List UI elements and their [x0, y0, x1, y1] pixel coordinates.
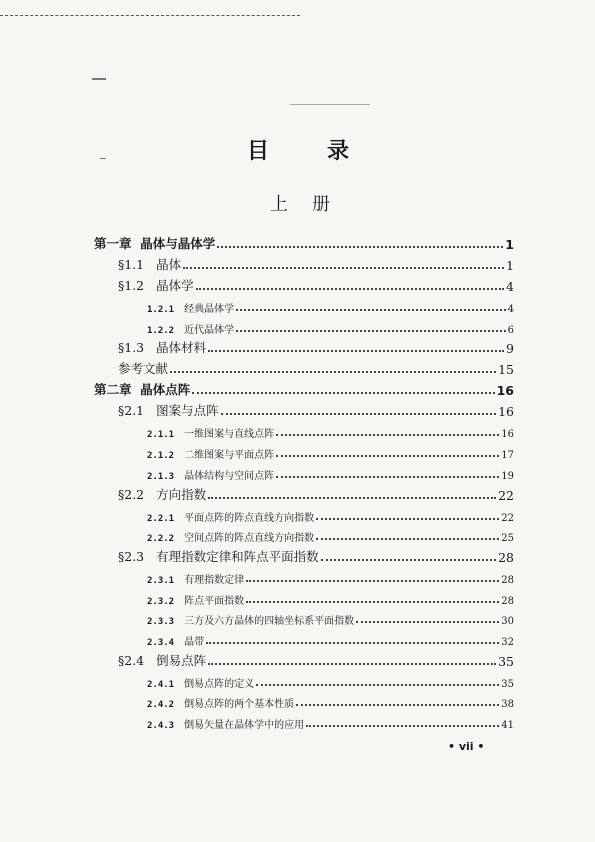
toc-entry[interactable]: [118, 649, 514, 669]
toc-entry[interactable]: [147, 504, 514, 524]
toc-leader-dots: [217, 245, 503, 248]
scan-speck: [92, 78, 106, 80]
toc-entry-title: [147, 321, 234, 336]
toc-entry-title: [94, 380, 190, 398]
toc-entry-number: 第一章: [94, 236, 132, 251]
toc-entry-number: §1.3: [118, 340, 145, 356]
toc-leader-dots: [256, 683, 499, 686]
toc-entry-page: 41: [501, 720, 514, 732]
toc-leader-dots: [316, 517, 499, 520]
toc-entry-title: [118, 651, 206, 669]
toc-leader-dots: [276, 433, 499, 436]
toc-leader-dots: [183, 266, 504, 269]
toc-entry[interactable]: [147, 690, 514, 710]
toc-entry[interactable]: [118, 336, 514, 356]
toc-leader-dots: [196, 287, 504, 290]
toc-entry-text: 图案与点阵: [156, 403, 219, 419]
toc-entry[interactable]: [147, 607, 514, 627]
toc-entry-text: 倒易点阵的定义: [184, 678, 255, 690]
toc-entry-number: 2.4.2: [147, 700, 175, 711]
toc-entry-title: [118, 401, 219, 419]
toc-entry-number: 2.2.2: [147, 534, 175, 545]
toc-leader-dots: [208, 496, 496, 499]
toc-entry[interactable]: [94, 232, 514, 252]
toc-entry-page: 16: [496, 383, 514, 399]
toc-entry-title: [118, 485, 206, 503]
toc-leader-dots: [356, 620, 499, 623]
page-title-left-char: 目: [247, 139, 270, 164]
toc-entry-number: 1.2.1: [147, 305, 175, 315]
toc-leader-dots: [236, 308, 506, 311]
toc-leader-dots: [296, 703, 499, 706]
toc-entry-page: 35: [498, 653, 514, 669]
toc-entry-title: [118, 255, 181, 273]
toc-entry-title: [147, 612, 354, 627]
toc-leader-dots: [246, 579, 499, 582]
toc-leader-dots: [276, 475, 499, 478]
scan-speck: [290, 104, 370, 105]
toc-entry-page: 4: [507, 304, 514, 315]
toc-entry-page: 35: [501, 678, 514, 690]
toc-entry[interactable]: [147, 711, 514, 731]
toc-entry-text: 晶体点阵: [140, 382, 191, 398]
toc-entry-page: 32: [501, 637, 514, 648]
toc-entry-text: 晶体结构与空间点阵: [184, 470, 275, 482]
toc-entry[interactable]: [147, 566, 514, 586]
toc-entry-title: [147, 571, 244, 586]
toc-entry-title: [147, 592, 244, 607]
toc-leader-dots: [236, 329, 506, 332]
page-title: [0, 134, 595, 164]
toc-entry-title: [94, 234, 215, 252]
toc-entry-text: 空间点阵的阵点直线方向指数: [184, 533, 315, 545]
toc-entry-title: [147, 425, 274, 440]
volume-title-left-char: 上: [270, 194, 288, 215]
toc-entry-title: [118, 276, 194, 294]
toc-entry-number: 2.3.4: [147, 638, 175, 648]
toc-entry-number: 2.4.3: [147, 721, 175, 732]
toc-entry-title: [147, 509, 314, 524]
toc-entry-page: 30: [501, 616, 514, 628]
toc-entry-page: 28: [501, 595, 514, 607]
toc-entry[interactable]: [118, 399, 514, 419]
toc-entry-number: 第二章: [94, 382, 132, 398]
toc-entry[interactable]: [118, 545, 514, 565]
toc-entry-text: 倒易点阵的两个基本性质: [184, 699, 295, 711]
toc-entry-number: 2.3.3: [147, 617, 175, 628]
toc-entry-page: 1: [506, 258, 514, 273]
toc-entry[interactable]: [147, 462, 514, 482]
toc-entry-text: 晶体: [156, 257, 182, 272]
toc-entry-title: [147, 633, 204, 648]
toc-entry-page: 6: [507, 324, 514, 336]
page-title-right-char: 录: [327, 139, 350, 164]
toc-entry-title: [118, 547, 319, 565]
toc-entry[interactable]: [147, 441, 514, 461]
toc-entry-page: 28: [498, 549, 514, 565]
toc-entry[interactable]: [147, 524, 514, 544]
toc-entry[interactable]: [118, 253, 514, 273]
toc-entry-title: [147, 467, 274, 482]
toc-entry-number: §1.2: [118, 278, 145, 293]
toc-leader-dots: [306, 724, 499, 727]
toc-entry-number: 2.3.1: [147, 575, 175, 586]
page-number-marker: • vii •: [448, 740, 485, 753]
toc-leader-dots: [321, 558, 496, 561]
toc-entry-text: 平面点阵的阵点直线方向指数: [184, 512, 315, 524]
toc-entry-page: 28: [501, 574, 514, 586]
toc-entry-text: 二维图案与平面点阵: [184, 450, 275, 462]
toc-entry[interactable]: [147, 295, 514, 315]
toc-entry-number: 2.3.2: [147, 596, 175, 607]
toc-entry-page: 38: [501, 699, 514, 711]
toc-entry-text: 倒易点阵: [156, 652, 207, 668]
toc-entry[interactable]: [118, 483, 514, 503]
toc-entry-text: 倒易矢量在晶体学中的应用: [184, 720, 305, 732]
toc-entry-page: 22: [498, 487, 514, 503]
toc-entry-number: §2.1: [118, 403, 145, 419]
toc-leader-dots: [206, 641, 499, 644]
toc-entry-number: 2.4.1: [147, 679, 175, 690]
toc-leader-dots: [192, 391, 494, 394]
toc-entry-number: 1.2.2: [147, 325, 175, 336]
toc-entry-page: 22: [501, 512, 514, 524]
toc-entry[interactable]: [118, 274, 514, 294]
toc-entry-number: 2.1.1: [147, 430, 175, 441]
toc-entry-page: 9: [506, 341, 514, 357]
toc-entry-text: 晶体材料: [156, 340, 207, 356]
toc-entry-text: 有理指数定律: [184, 574, 245, 586]
toc-leader-dots: [208, 662, 496, 665]
volume-title: [0, 190, 595, 214]
volume-title-right-char: 册: [312, 194, 330, 215]
toc-entry[interactable]: [118, 357, 514, 377]
toc-entry-title: [147, 300, 234, 315]
toc-entry-text: 有理指数定律和阵点平面指数: [156, 548, 319, 564]
toc-entry-number: 2.2.1: [147, 513, 175, 524]
toc-entry-text: 近代晶体学: [184, 324, 235, 336]
toc-entry[interactable]: [147, 628, 514, 648]
toc-entry-text: 经典晶体学: [184, 304, 235, 315]
toc-entry-page: 19: [501, 470, 514, 482]
toc-entry-text: 晶体学: [156, 278, 194, 293]
toc-entry-text: 阵点平面指数: [184, 595, 245, 607]
toc-entry-title: [118, 338, 206, 356]
toc-entry-page: 4: [506, 279, 514, 294]
toc-entry-number: §2.2: [118, 486, 145, 502]
toc-entry-number: 2.1.2: [147, 451, 175, 462]
toc-leader-dots: [170, 370, 496, 373]
toc-entry-number: 2.1.3: [147, 471, 175, 482]
toc-entry[interactable]: [147, 587, 514, 607]
toc-entry-text: 参考文献: [118, 361, 169, 377]
toc-entry-title: [118, 359, 168, 377]
toc-entry-page: 16: [498, 404, 514, 420]
toc-leader-dots: [276, 454, 499, 457]
toc-leader-dots: [221, 412, 496, 415]
toc-entry-text: 三方及六方晶体的四轴坐标系平面指数: [184, 616, 355, 628]
toc-leader-dots: [246, 600, 499, 603]
toc-entry[interactable]: [94, 378, 514, 398]
toc-entry-text: 晶带: [184, 637, 205, 648]
toc-entry-title: [147, 529, 314, 544]
toc-entry-page: 25: [501, 533, 514, 545]
toc-entry-title: [147, 695, 294, 710]
toc-entry-title: [147, 675, 254, 690]
toc-entry[interactable]: [147, 670, 514, 690]
scan-dashed-rule: [0, 15, 300, 17]
toc-entry-page: 1: [505, 237, 514, 252]
toc-leader-dots: [208, 349, 504, 352]
toc-entry-page: 16: [501, 429, 514, 441]
toc-entry-text: 晶体与晶体学: [140, 236, 216, 251]
toc-entry[interactable]: [147, 316, 514, 336]
toc-entry-text: 一维图案与直线点阵: [184, 429, 275, 441]
toc-entry[interactable]: [147, 420, 514, 440]
toc-leader-dots: [316, 537, 499, 540]
toc-entry-title: [147, 716, 304, 731]
toc-entry-number: §2.4: [118, 652, 145, 668]
toc-entry-title: [147, 446, 274, 461]
toc-entry-text: 方向指数: [156, 486, 207, 502]
toc-entry-number: §2.3: [118, 548, 145, 564]
toc-entry-number: §1.1: [118, 257, 145, 272]
toc-entry-page: 17: [501, 450, 514, 462]
toc-entry-page: 15: [498, 362, 514, 378]
